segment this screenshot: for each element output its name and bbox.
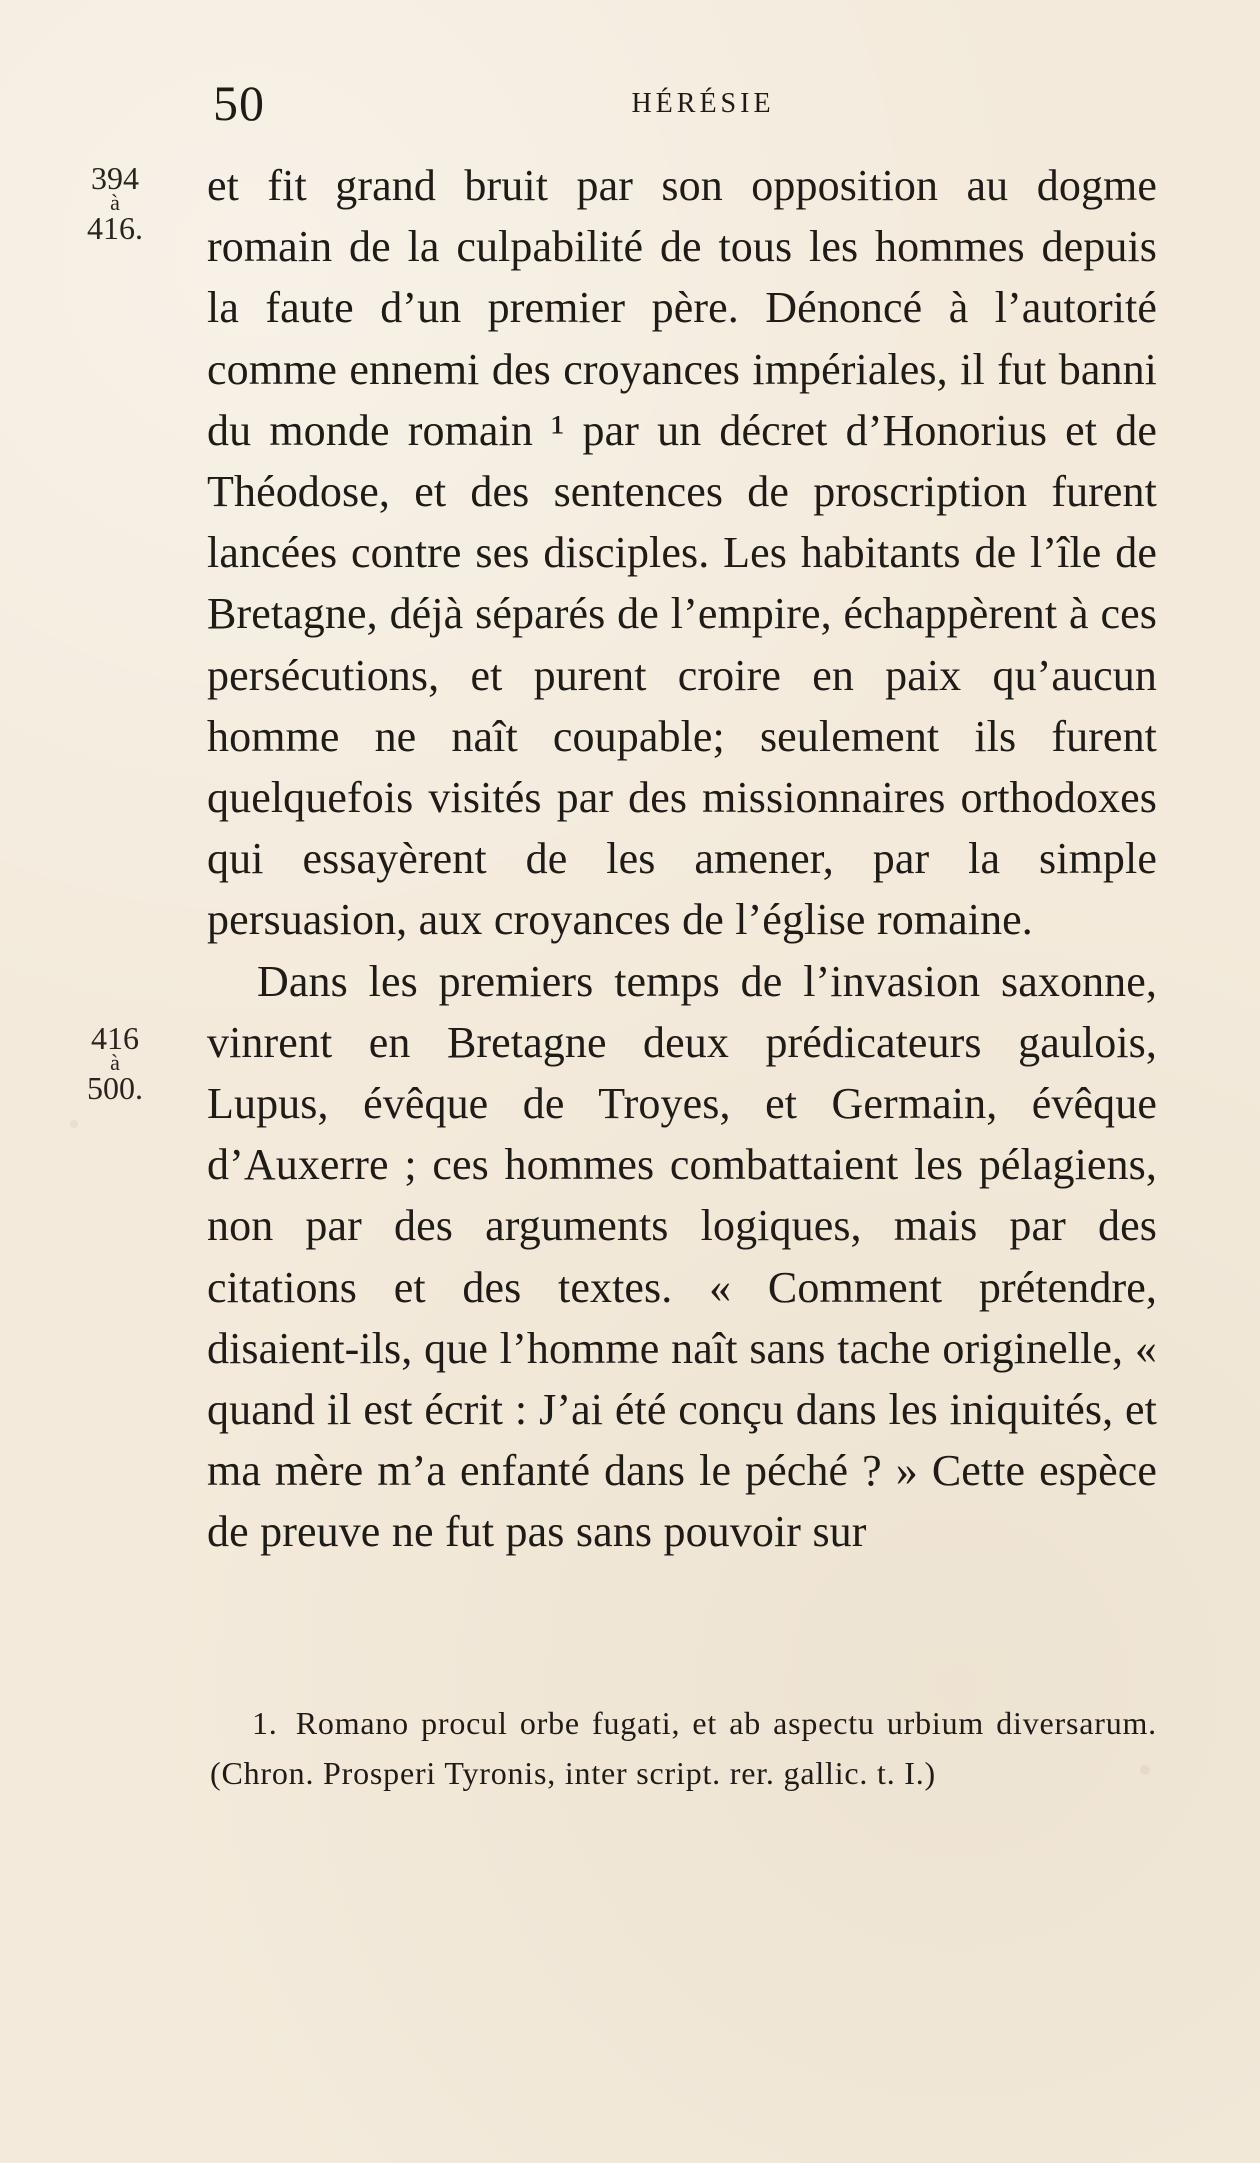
- margin-note-first-start: 394: [91, 160, 139, 196]
- footnote-text: Romano procul orbe fugati, et ab aspectu urbium diversarum. (Chron. Prosperi Tyronis, inter script. rer. gallic. t. I.): [210, 1705, 1157, 1791]
- body-paragraph-2: Dans les premiers temps de l’invasion saxonne, vinrent en Bretagne deux prédicateurs gaulois, Lupus, évêque de Troyes, et Germain, évêque d’Auxerre ; ces hommes combattaient les pélagiens, non par des arguments logiques, mais par des citations et des textes. « Comment prétendre, disaient-ils, que l’homme naît sans tache originelle, « quand il est écrit : J’ai été conçu dans les iniquités, et ma mère m’a enfanté dans le péché ? » Cette espèce de preuve ne fut pas sans pouvoir sur: [207, 956, 1157, 1557]
- paper-stain: [70, 1120, 78, 1128]
- main-body-text: [207, 155, 1157, 1563]
- margin-note-second-start: 416: [91, 1020, 139, 1056]
- footnote: [210, 1698, 1157, 1798]
- margin-note-second-middle: à: [110, 1050, 120, 1075]
- margin-note-first-end: 416.: [87, 209, 143, 246]
- page-number: 50: [213, 75, 265, 131]
- page-header: [213, 75, 1193, 138]
- body-paragraph-1: et fit grand bruit par son opposition au dogme romain de la culpabilité de tous les hommes depuis la faute d’un premier père. Dénoncé à l’autorité comme ennemi des croyances impériales, il fut banni du monde romain ¹ par un décret d’Honorius et de Théodose, et des sentences de proscription furent lancées contre ses disciples. Les habitants de l’île de Bretagne, déjà séparés de l’empire, échappèrent à ces persécutions, et purent croire en paix qu’aucun homme ne naît coupable; seulement ils furent quelquefois visités par des missionnaires orthodoxes qui essayèrent de les amener, par la simple persuasion, aux croyances de l’église romaine.: [207, 161, 1157, 945]
- margin-note-first: [40, 162, 190, 244]
- margin-note-first-middle: à: [110, 190, 120, 215]
- margin-note-second: [40, 1022, 190, 1104]
- margin-note-second-end: 500.: [87, 1069, 143, 1106]
- footnote-number: 1.: [252, 1705, 278, 1741]
- running-head: HÉRÉSIE: [631, 88, 775, 119]
